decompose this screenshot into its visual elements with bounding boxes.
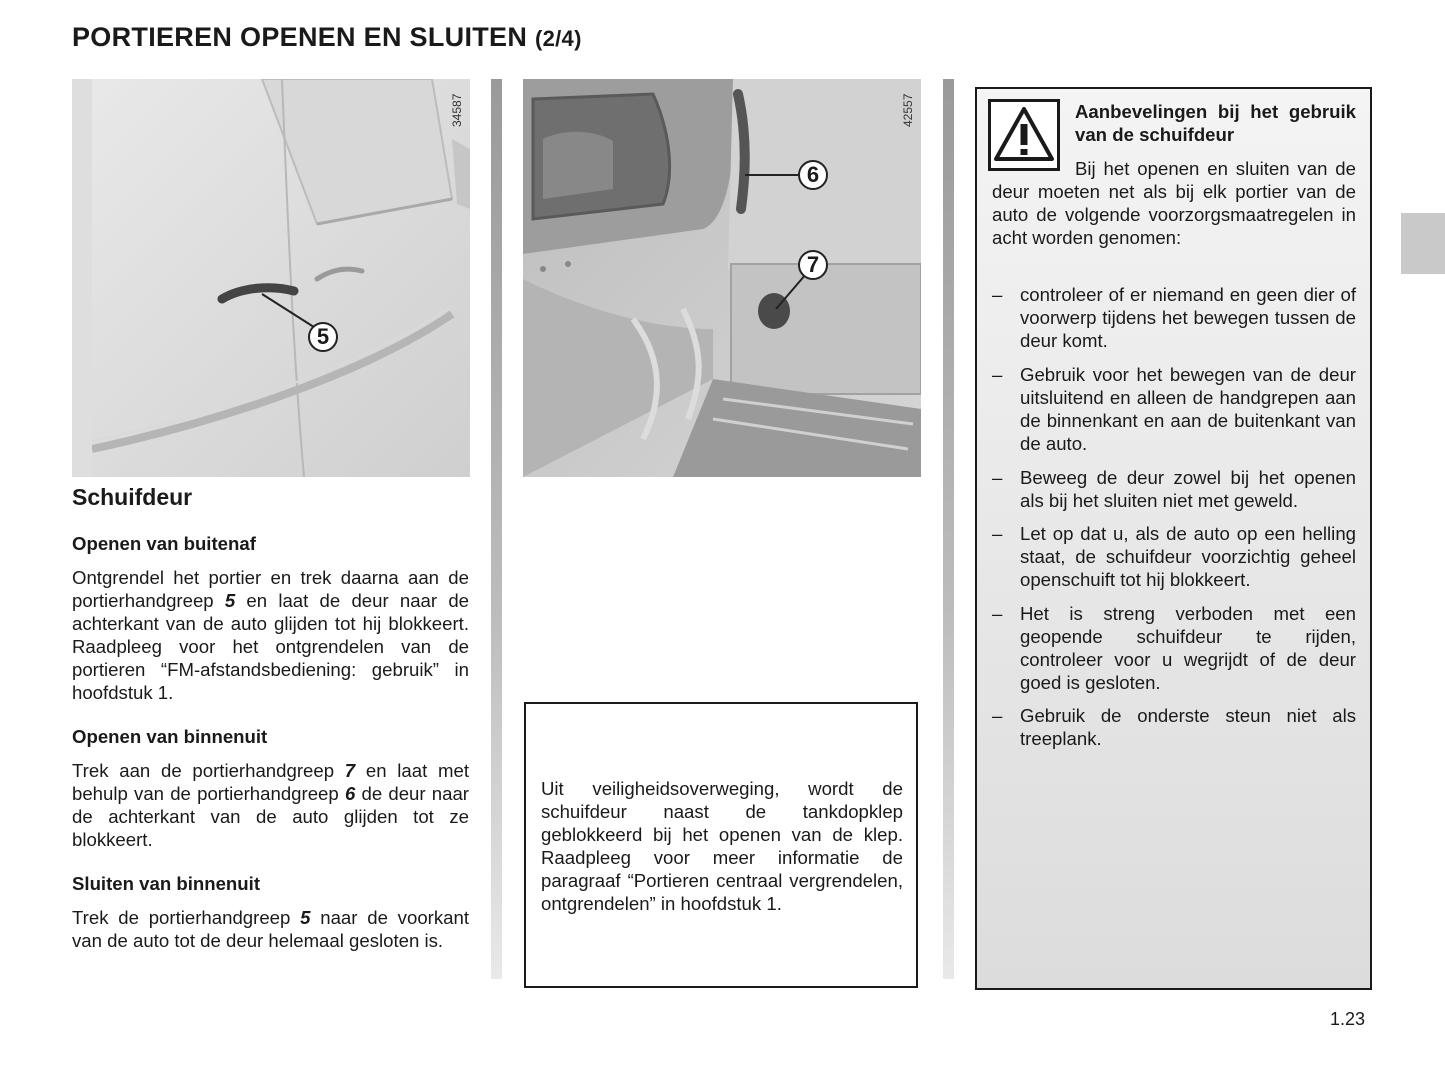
page-title-main: PORTIEREN OPENEN EN SLUITEN xyxy=(72,22,528,52)
ref-5: 5 xyxy=(224,590,236,611)
subsection-body: Ontgrendel het portier en trek daarna aan de portierhandgreep 5 en laat de deur naar de achterkant van de auto glijden tot hij blokkeert. Raadpleeg voor het ontgrendelen van de portieren “FM-afstandsbediening: gebruik” in hoofdstuk 1. xyxy=(72,567,470,703)
page-number: 1.23 xyxy=(1330,1009,1366,1029)
column-divider-right xyxy=(943,79,954,979)
ref-6: 6 xyxy=(344,783,356,804)
callout-6-label: 6 xyxy=(806,162,820,187)
warning-title: Aanbevelingen bij het gebruik van de schuifdeur xyxy=(1075,101,1356,145)
page-title xyxy=(72,22,582,53)
chapter-tab-marker xyxy=(1401,213,1445,274)
callout-7-label: 7 xyxy=(806,252,820,277)
column-divider-left xyxy=(491,79,502,979)
ref-7: 7 xyxy=(344,760,356,781)
figure-sliding-door-interior xyxy=(523,79,921,477)
warning-intro: Bij het openen en sluiten van de deur moeten net als bij elk portier van de auto de volgende voorzorgsmaatregelen in acht worden genomen: xyxy=(992,158,1356,248)
figure-ref-number: 42557 xyxy=(901,93,915,127)
subsection-body: Trek de portierhandgreep 5 naar de voorkant van de auto tot de deur helemaal gesloten is. xyxy=(72,907,469,951)
ref-5: 5 xyxy=(300,907,311,928)
figure-sliding-door-exterior xyxy=(72,79,470,477)
section-heading: Schuifdeur xyxy=(72,484,193,510)
subsection-title: Openen van binnenuit xyxy=(72,726,268,747)
callout-5-label: 5 xyxy=(316,324,330,349)
figure-ref-number: 34587 xyxy=(450,93,464,127)
subsection-body: Trek aan de portierhandgreep 7 en laat met behulp van de portierhandgreep 6 de deur naar de achterkant van de auto glijden tot ze blokkeert. xyxy=(72,760,469,850)
subsection-title: Openen van buitenaf xyxy=(72,533,256,554)
page-title-suffix: (2/4) xyxy=(534,26,582,51)
note-text: Uit veiligheidsoverweging, wordt de schuifdeur naast de tankdopklep geblokkeerd bij het openen van de klep. Raadpleeg voor meer informatie de paragraaf “Portieren centraal vergrendelen, ontgrendelen” in hoofdstuk 1. xyxy=(541,778,903,914)
subsection-title: Sluiten van binnenuit xyxy=(72,873,261,894)
